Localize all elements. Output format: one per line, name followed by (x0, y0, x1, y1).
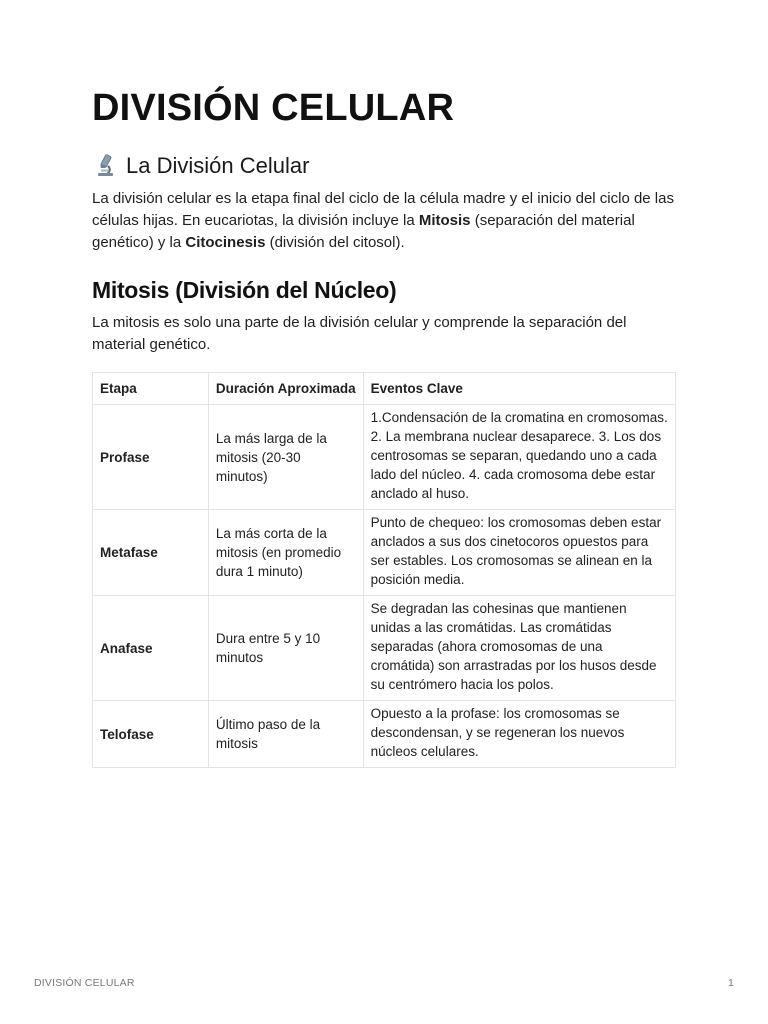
stage-cell: Anafase (93, 596, 209, 701)
footer-label: DIVISIÓN CELULAR (34, 977, 135, 989)
term-citocinesis: Citocinesis (185, 234, 266, 251)
microscope-icon (92, 153, 118, 179)
header-duracion: Duración Aproximada (208, 373, 363, 405)
section-heading-division-celular (92, 150, 676, 182)
section-heading-mitosis: Mitosis (División del Núcleo) (92, 277, 397, 303)
document-page (92, 80, 676, 768)
table-row (93, 405, 676, 510)
page-footer (34, 977, 734, 989)
stage-cell: Profase (93, 405, 209, 510)
table-row (93, 596, 676, 701)
events-cell: 1.Condensación de la cromatina en cromosomas. 2. La membrana nuclear desaparece. 3. Los dos centrosomas se separan, quedando uno a cada lado del núcleo. 4. cada cromosoma debe estar anclado al huso. (363, 405, 675, 510)
mitosis-stages-table (92, 372, 676, 768)
stage-cell: Metafase (93, 510, 209, 596)
duration-cell: La más larga de la mitosis (20-30 minutos) (208, 405, 363, 510)
section-heading-text: La División Celular (126, 153, 310, 178)
duration-cell: Último paso de la mitosis (208, 701, 363, 768)
header-etapa: Etapa (93, 373, 209, 405)
events-cell: Se degradan las cohesinas que mantienen unidas a las cromátidas. Las cromátidas separadas (ahora cromosomas de una cromátida) son arrastradas por los husos desde su centrómero hacia los polos. (363, 596, 675, 701)
table-row (93, 510, 676, 596)
intro-paragraph: La división celular es la etapa final del ciclo de la célula madre y el inicio del ciclo de las células hijas. En eucariotas, la división incluye la Mitosis (separación del material genético) y la Citocinesis (división del citosol). (92, 190, 674, 251)
duration-cell: La más corta de la mitosis (en promedio dura 1 minuto) (208, 510, 363, 596)
page-number: 1 (727, 977, 734, 989)
mitosis-paragraph: La mitosis es solo una parte de la división celular y comprende la separación del material genético. (92, 314, 627, 353)
stage-cell: Telofase (93, 701, 209, 768)
term-mitosis: Mitosis (418, 212, 471, 229)
table-row (93, 701, 676, 768)
page-title: DIVISIÓN CELULAR (92, 87, 455, 129)
events-cell: Punto de chequeo: los cromosomas deben estar anclados a sus dos cinetocoros opuestos para ser estables. Los cromosomas se alinean en la posición media. (363, 510, 675, 596)
table-header-row (93, 373, 676, 405)
duration-cell: Dura entre 5 y 10 minutos (208, 596, 363, 701)
header-eventos: Eventos Clave (363, 373, 675, 405)
events-cell: Opuesto a la profase: los cromosomas se descondensan, y se regeneran los nuevos núcleos celulares. (363, 701, 675, 768)
